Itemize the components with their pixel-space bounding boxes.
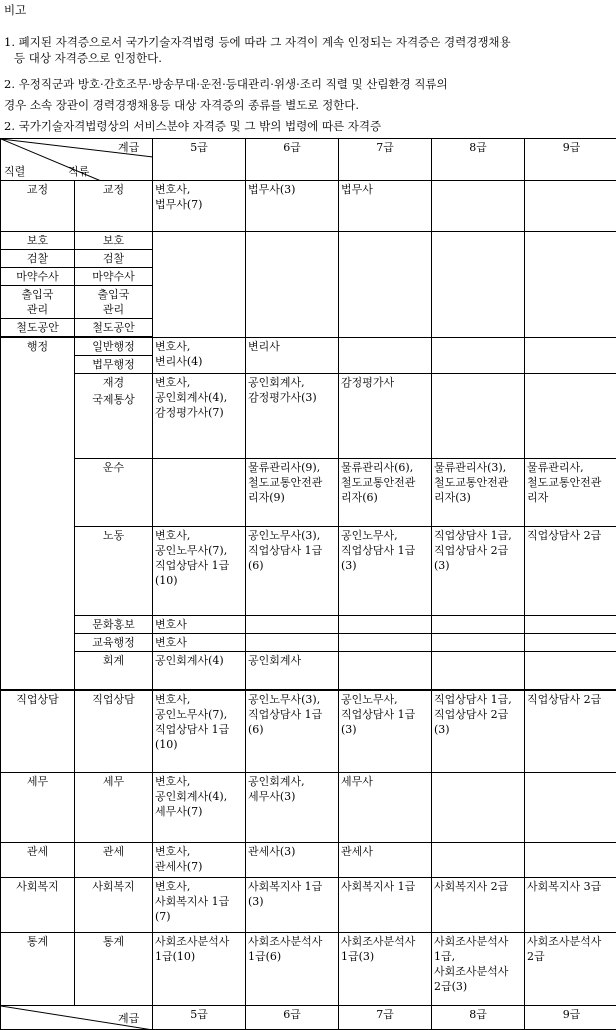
class-cell: 보호 [75,232,153,250]
row-munhwa [1,615,616,633]
cell-g8 [432,773,525,843]
notes-title: 비고 [4,2,26,18]
cell-g7: 감정평가사 [339,374,432,459]
cell-g7: 물류관리사(6), 철도교통안전관 리자(6) [339,458,432,526]
cell-g6: 사회복지사 1급 (3) [246,878,339,933]
cell-g5: 변호사 [153,633,246,651]
cell-g5: 변호사, 공인노무사(7), 직업상담사 1급 (10) [153,526,246,615]
class-cell: 교정 [75,181,153,232]
cell-g5-security-group [153,232,246,338]
class-cell: 사회복지 [75,878,153,933]
footer-grade-9: 9급 [525,1006,616,1030]
row-nodong [1,526,616,615]
cell-g6: 공인회계사, 세무사(3) [246,773,339,843]
cell-g5: 변호사 [153,615,246,633]
cell-g7 [339,651,432,689]
corner-header [1,139,153,181]
cell-g6-security-group [246,232,339,338]
note-1-line-a: 1. 폐지된 자격증으로서 국가기술자격법령 등에 따라 그 자격이 계속 인정되는 자격증은 경력경쟁채용 [4,34,511,50]
cell-g7: 공인노무사, 직업상담사 1급 (3) [339,526,432,615]
series-cell: 통계 [1,933,75,1006]
class-cell: 법무행정 [75,356,153,374]
cell-g5: 변호사, 공인회계사(4), 감정평가사(7) [153,374,246,459]
qualification-table [0,138,616,1030]
cell-g7 [339,633,432,651]
row-haengjeong-ilban [1,338,616,356]
row-hoegye [1,651,616,689]
series-cell: 직업상담 [1,691,75,773]
footer-grade-6: 6급 [246,1006,339,1030]
row-boho [1,232,616,250]
row-jigeop [1,691,616,773]
class-cell: 일반행정 [75,338,153,356]
grade-header-5: 5급 [153,139,246,181]
cell-g8: 직업상담사 1급, 직업상담사 2급 (3) [432,526,525,615]
footer-grade-8: 8급 [432,1006,525,1030]
row-semu [1,773,616,843]
row-tonggye [1,933,616,1006]
cell-g5: 변호사, 공인회계사(4), 세무사(7) [153,773,246,843]
series-cell: 출입국 관리 [1,286,75,319]
cell-g9 [525,374,616,459]
row-gwanse [1,843,616,878]
class-cell: 통계 [75,933,153,1006]
grade-header-6: 6급 [246,139,339,181]
header-row [1,139,616,181]
class-cell: 마약수사 [75,268,153,286]
row-gyoyuk [1,633,616,651]
cell-g6: 법무사(3) [246,181,339,232]
series-cell-haengjeong: 행정 [1,338,75,690]
series-cell: 보호 [1,232,75,250]
series-cell: 마약수사 [1,268,75,286]
cell-g9: 사회복지사 3급 [525,878,616,933]
cell-g9 [525,651,616,689]
cell-g9: 직업상담사 2급 [525,526,616,615]
cell-g8 [432,181,525,232]
cell-g8: 사회복지사 2급 [432,878,525,933]
class-cell: 관세 [75,843,153,878]
class-cell: 출입국 관리 [75,286,153,319]
cell-g6: 공인노무사(3), 직업상담사 1급 (6) [246,526,339,615]
cell-g8 [432,651,525,689]
grade-header-8: 8급 [432,139,525,181]
cell-g9 [525,633,616,651]
class-cell: 노동 [75,526,153,615]
row-gyojeong [1,181,616,232]
note-2-line-a: 2. 우정직군과 방호·간호조무·방송무대·운전·등대관리·위생·조리 직렬 및 산림환경 직류의 [4,76,448,92]
footer-grade-7: 7급 [339,1006,432,1030]
cell-g8-security-group [432,232,525,338]
corner-series-label: 직렬 [4,164,25,179]
cell-g5: 사회조사분석사 1급(10) [153,933,246,1006]
cell-g9 [525,338,616,374]
cell-g7: 법무사 [339,181,432,232]
cell-g8: 직업상담사 1급, 직업상담사 2급 (3) [432,691,525,773]
cell-g9 [525,773,616,843]
cell-g8: 사회조사분석사 1급, 사회조사분석사 2급(3) [432,933,525,1006]
class-cell: 세무 [75,773,153,843]
grade-header-9: 9급 [525,139,616,181]
class-cell: 재경 [75,374,153,392]
series-cell: 검찰 [1,250,75,268]
cell-g9 [525,615,616,633]
class-cell: 철도공안 [75,319,153,337]
cell-g5: 변호사, 사회복지사 1급 (7) [153,878,246,933]
footer-grade-label: 계급 [118,1011,139,1026]
note-1-line-b: 등 대상 자격증으로 인정한다. [14,50,162,66]
cell-g7 [339,338,432,374]
class-cell: 검찰 [75,250,153,268]
class-cell: 교육행정 [75,633,153,651]
corner-class-label: 직류 [68,164,89,179]
row-unsu [1,458,616,526]
cell-g9 [525,843,616,878]
note-3: 2. 국가기술자격법령상의 서비스분야 자격증 및 그 밖의 법령에 따른 자격증 [4,118,381,134]
cell-g7: 세무사 [339,773,432,843]
row-jaegyeong [1,374,616,392]
cell-g6 [246,615,339,633]
cell-g9 [525,181,616,232]
cell-g7: 사회복지사 1급 [339,878,432,933]
cell-g5: 변호사, 공인노무사(7), 직업상담사 1급 (10) [153,691,246,773]
series-cell: 철도공안 [1,319,75,337]
cell-g5: 변호사, 관세사(7) [153,843,246,878]
cell-g6: 공인회계사, 감정평가사(3) [246,374,339,459]
cell-g9: 직업상담사 2급 [525,691,616,773]
cell-g5: 변호사, 법무사(7) [153,181,246,232]
cell-g7: 공인노무사, 직업상담사 1급 (3) [339,691,432,773]
footer-row [1,1006,616,1030]
grade-header-7: 7급 [339,139,432,181]
cell-g7: 사회조사분석사 1급(3) [339,933,432,1006]
cell-g6: 변리사 [246,338,339,374]
cell-g8: 물류관리사(3), 철도교통안전관 리자(3) [432,458,525,526]
row-bokji [1,878,616,933]
cell-g9: 물류관리사, 철도교통안전관 리자 [525,458,616,526]
series-cell: 관세 [1,843,75,878]
cell-g7 [339,615,432,633]
cell-g9: 사회조사분석사 2급 [525,933,616,1006]
footer-corner [1,1006,153,1030]
footer-grade-5: 5급 [153,1006,246,1030]
cell-g7: 관세사 [339,843,432,878]
cell-g6: 공인노무사(3), 직업상담사 1급 (6) [246,691,339,773]
cell-g5: 변호사, 변리사(4) [153,338,246,374]
cell-g5 [153,458,246,526]
class-cell: 문화홍보 [75,615,153,633]
cell-g8 [432,374,525,459]
cell-g6: 공인회계사 [246,651,339,689]
cell-g6: 물류관리사(9), 철도교통안전관 리자(9) [246,458,339,526]
cell-g8 [432,615,525,633]
class-cell: 직업상담 [75,691,153,773]
class-cell: 회계 [75,651,153,689]
cell-g6: 관세사(3) [246,843,339,878]
series-cell: 사회복지 [1,878,75,933]
series-cell: 교정 [1,181,75,232]
note-2-line-b: 경우 소속 장관이 경력경쟁채용등 대상 자격증의 종류를 별도로 정한다. [4,97,359,113]
cell-g5: 공인회계사(4) [153,651,246,689]
cell-g8 [432,843,525,878]
class-cell: 운수 [75,458,153,526]
cell-g6 [246,633,339,651]
cell-g7-security-group [339,232,432,338]
cell-g8 [432,633,525,651]
cell-g6: 사회조사분석사 1급(6) [246,933,339,1006]
cell-g9-security-group [525,232,616,338]
corner-grade-label: 계급 [118,140,139,155]
series-cell: 세무 [1,773,75,843]
class-cell: 국제통상 [75,391,153,458]
cell-g8 [432,338,525,374]
